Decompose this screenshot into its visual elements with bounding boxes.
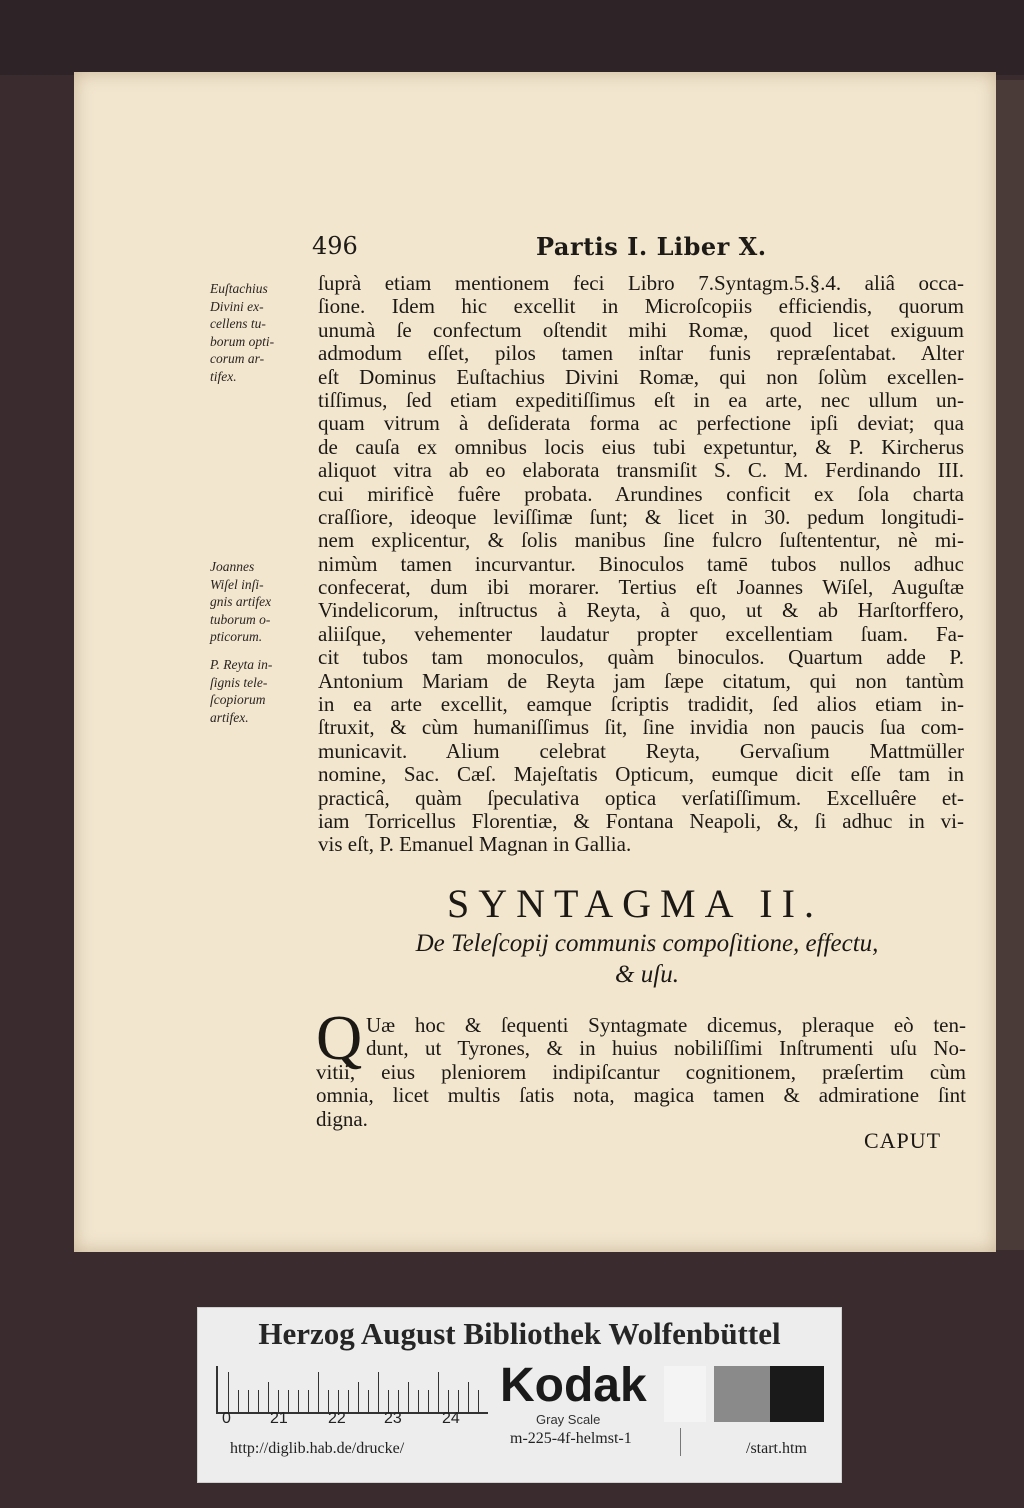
body-line: nomine, Sac. Cæſ. Majeſtatis Opticum, eumque dicit eſſe tam in [318,763,964,787]
running-title: Partis I. Liber X. [536,232,767,261]
ruler-tick [338,1390,339,1412]
intro-line: dunt, ut Tyrones, & in huius nobiliſſimi Inſtrumenti uſu No- [366,1037,966,1061]
section-subtitle [312,928,982,990]
section-subtitle-line: & uſu. [615,961,679,988]
ruler-tick [328,1390,329,1412]
ruler-label: 21 [270,1410,288,1427]
body-line: vis eſt, P. Emanuel Magnan in Gallia. [318,833,632,857]
margin-note-line: cellens tu- [210,316,266,331]
library-color-card [197,1307,842,1483]
margin-note-line: Euſtachius [210,281,268,296]
body-line: practicâ, quàm ſpeculativa optica verſatiſſimum. Excelluêre et- [318,786,964,810]
ruler-tick [408,1382,409,1412]
body-line: craſſiore, ideoque leviſſimæ ſunt; & licet in 30. pedum longitudi- [318,505,964,529]
ruler-tick [228,1372,229,1412]
body-text [318,272,964,857]
ruler-tick [318,1372,319,1412]
ruler-tick [348,1390,349,1412]
ruler-label: 24 [442,1410,460,1427]
margin-note-line: gnis artifex [210,594,272,609]
margin-note-line: Wiſel inſi- [210,576,264,592]
library-url-base: http://diglib.hab.de/drucke/ [230,1440,405,1457]
ruler-label: 23 [384,1410,402,1427]
ruler-label: 0 [222,1410,231,1427]
body-line: tiſſimus, ſed etiam expeditiſſimus eſt in ea arte, nec ullum un- [318,388,964,412]
body-line: ſtruxit, & cùm humaniſſimus ſit, ſine invidia non paucis ſua com- [318,716,964,740]
margin-note-line: pticorum. [210,629,263,644]
ruler-tick [238,1390,239,1412]
margin-note-line: ſignis tele- [210,674,268,690]
ruler-tick [248,1390,249,1412]
margin-note-line: ſcopiorum [210,692,266,707]
body-line: ſione. Idem hic excellit in Microſcopiis efficiendis, quorum [318,295,964,319]
body-line: aliquot vitra ab eo elaborata transmiſit S. C. M. Ferdinando III. [318,459,964,483]
ruler-tick [398,1390,399,1412]
body-line: ſuprà etiam mentionem feci Libro 7.Syntagm.5.§.4. aliâ occa- [318,272,964,295]
body-line: nimùm tamen incurvantur. Binoculos tamē tubos nullos adhuc [318,552,964,576]
ruler-tick [378,1372,379,1412]
catchword: CAPUT [864,1128,942,1153]
ruler-tick [448,1390,449,1412]
section-subtitle-line: De Teleſcopij communis compoſitione, effectu, [415,930,879,957]
body-line: admodum eſſet, pilos tamen inſtar funis repræſentabat. Alter [318,342,964,366]
gray-swatch-mid [714,1366,770,1422]
scale-ruler [216,1366,488,1414]
ruler-tick [308,1390,309,1412]
intro-line: Uæ hoc & ſequenti Syntagmate dicemus, pleraque eò ten- [366,1014,966,1037]
body-line: eſt Dominus Euſtachius Divini Romæ, qui non ſolùm excellen- [318,365,964,389]
ruler-tick [438,1372,439,1412]
margin-note-line: Divini ex- [210,298,264,314]
body-line: cit tubos tam monoculos, quàm binoculos. Quartum adde P. [318,646,964,670]
ruler-tick [358,1382,359,1412]
margin-note-line: tifex. [210,368,237,384]
gray-swatch-white [664,1366,706,1422]
ruler-tick [468,1382,469,1412]
scan-backdrop [0,0,1024,75]
ruler-tick [428,1390,429,1412]
ruler-label: 22 [328,1410,346,1427]
margin-note-line: tuborum o- [210,611,271,627]
margin-note-wisel [210,558,306,646]
margin-note-line: borum opti- [210,333,275,349]
ruler-tick [478,1390,479,1412]
ruler-tick [268,1382,269,1412]
body-line: iam Torricellus Florentiæ, & Fontana Neapoli, &, ſi adhuc in vi- [318,809,964,833]
ruler-tick [418,1390,419,1412]
kodak-logo: Kodak [500,1359,647,1412]
body-line: unumà ſe confectum oſtendit mihi Romæ, quod licet exiguum [318,318,964,342]
section-heading: SYNTAGMA II. [447,881,823,926]
intro-line: omnia, licet multis ſatis nota, magica tamen & admiratione ſint [316,1084,966,1108]
intro-line: vitii, eius pleniorem indipiſcantur cognitionem, præſertim cùm [316,1060,966,1084]
body-line: nem explicentur, & ſolis manibus ſine fulcro ſuſtententur, nè mi- [318,529,964,553]
intro-paragraph [316,1002,966,1131]
body-line: aliiſque, vehementer laudatur propter excellentiam ſuam. Fa- [318,622,964,646]
ruler-tick [458,1390,459,1412]
body-line: Antonium Mariam de Reyta jam ſæpe citatum, qui non tantùm [318,669,964,693]
ruler-tick [278,1390,279,1412]
ruler-tick [368,1390,369,1412]
card-divider [680,1428,681,1456]
gray-scale-label: Gray Scale [536,1412,601,1427]
margin-note-line: artifex. [210,709,249,725]
body-line: municavit. Alium celebrat Reyta, Gervaſium Mattmüller [318,739,964,763]
margin-note-line: corum ar- [210,351,265,366]
margin-note-reyta [210,656,306,726]
gray-swatch-black [770,1366,824,1422]
body-line: in ea arte excellit, eamque ſcriptis tradidit, ſed alios etiam in- [318,693,964,717]
body-line: quam vitrum à deſiderata forma ac perfectione ipſi deviat; qua [318,412,964,436]
body-line: confecerat, dum ibi morarer. Tertius eſt Joannes Wiſel, Auguſtæ [318,576,964,600]
ruler-tick [258,1390,259,1412]
body-line: Vindelicorum, inſtructus à Reyta, à quo, ut & ab Harſtorffero, [318,599,964,623]
library-name: Herzog August Bibliothek Wolfenbüttel [258,1316,781,1351]
call-number: m-225-4f-helmst-1 [510,1430,632,1447]
ruler-tick [288,1390,289,1412]
margin-note-line: Joannes [210,559,255,574]
margin-note-line: P. Reyta in- [210,657,273,672]
body-line: cui mirificè fuêre probata. Arundines conficit ex ſola charta [318,482,964,506]
page-number: 496 [312,232,358,260]
book-page [74,72,996,1252]
margin-note-eustachius [210,280,306,385]
drop-cap: Q [316,1002,363,1073]
ruler-tick [298,1390,299,1412]
body-line: de cauſa ex omnibus locis eius tubi expetuntur, & P. Kircherus [318,435,964,459]
intro-line: digna. [316,1107,368,1131]
library-url-suffix: /start.htm [746,1440,807,1457]
ruler-tick [388,1390,389,1412]
running-head [74,232,996,268]
